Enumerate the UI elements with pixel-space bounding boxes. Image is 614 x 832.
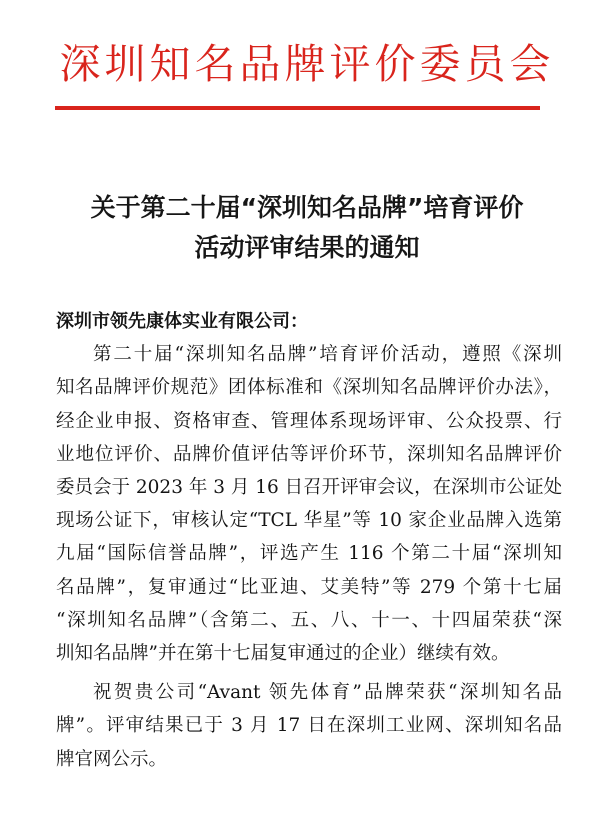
letterhead-org-name: 深圳知名品牌评价委员会: [59, 40, 555, 88]
notice-title-line-1: 关于第二十届“深圳知名品牌”培育评价: [90, 193, 524, 222]
paragraph-1-line: 知名品牌评价规范》团体标准和《深圳知名品牌评价办法》，: [56, 377, 562, 399]
paragraph-1-line: 委员会于 2023 年 3 月 16 日召开评审会议，在深圳市公证处: [56, 477, 563, 499]
paragraph-2: [56, 676, 562, 776]
letterhead-red-rule: [55, 106, 540, 110]
notice-title: [40, 188, 574, 268]
paragraph-1-line: 圳知名品牌”并在第十七届复审通过的企业）继续有效。: [56, 643, 510, 665]
paragraph-1-line: 名品牌”，复审通过“比亚迪、艾美特”等 279 个第十七届: [56, 576, 562, 598]
paragraph-2-line: 牌”。评审结果已于 3 月 17 日在深圳工业网、深圳知名品: [56, 715, 562, 737]
paragraph-1-line: 经企业申报、资格审查、管理体系现场评审、公众投票、行: [56, 410, 562, 432]
salutation: 深圳市领先康体实业有限公司：: [56, 311, 308, 332]
paragraph-2-line: 祝贺贵公司“Avant 领先体育”品牌荣获“深圳知名品: [93, 682, 562, 704]
notice-title-line-2: 活动评审结果的通知: [194, 233, 420, 262]
notice-body: [56, 305, 562, 776]
paragraph-1-line: 现场公证下，审核认定“TCL 华星”等 10 家企业品牌入选第: [56, 510, 562, 532]
paragraph-1-line: “深圳知名品牌”（含第二、五、八、十一、十四届荣获“深: [56, 609, 562, 631]
paragraph-2-line: 牌官网公示。: [56, 748, 168, 770]
paragraph-1-line: 九届“国际信誉品牌”，评选产生 116 个第二十届“深圳知: [56, 543, 562, 565]
paragraph-1-line: 第二十届“深圳知名品牌”培育评价活动，遵照《深圳: [93, 344, 562, 366]
paragraph-1: [56, 338, 562, 670]
paragraph-1-line: 业地位评价、品牌价值评估等评价环节，深圳知名品牌评价: [56, 443, 562, 465]
